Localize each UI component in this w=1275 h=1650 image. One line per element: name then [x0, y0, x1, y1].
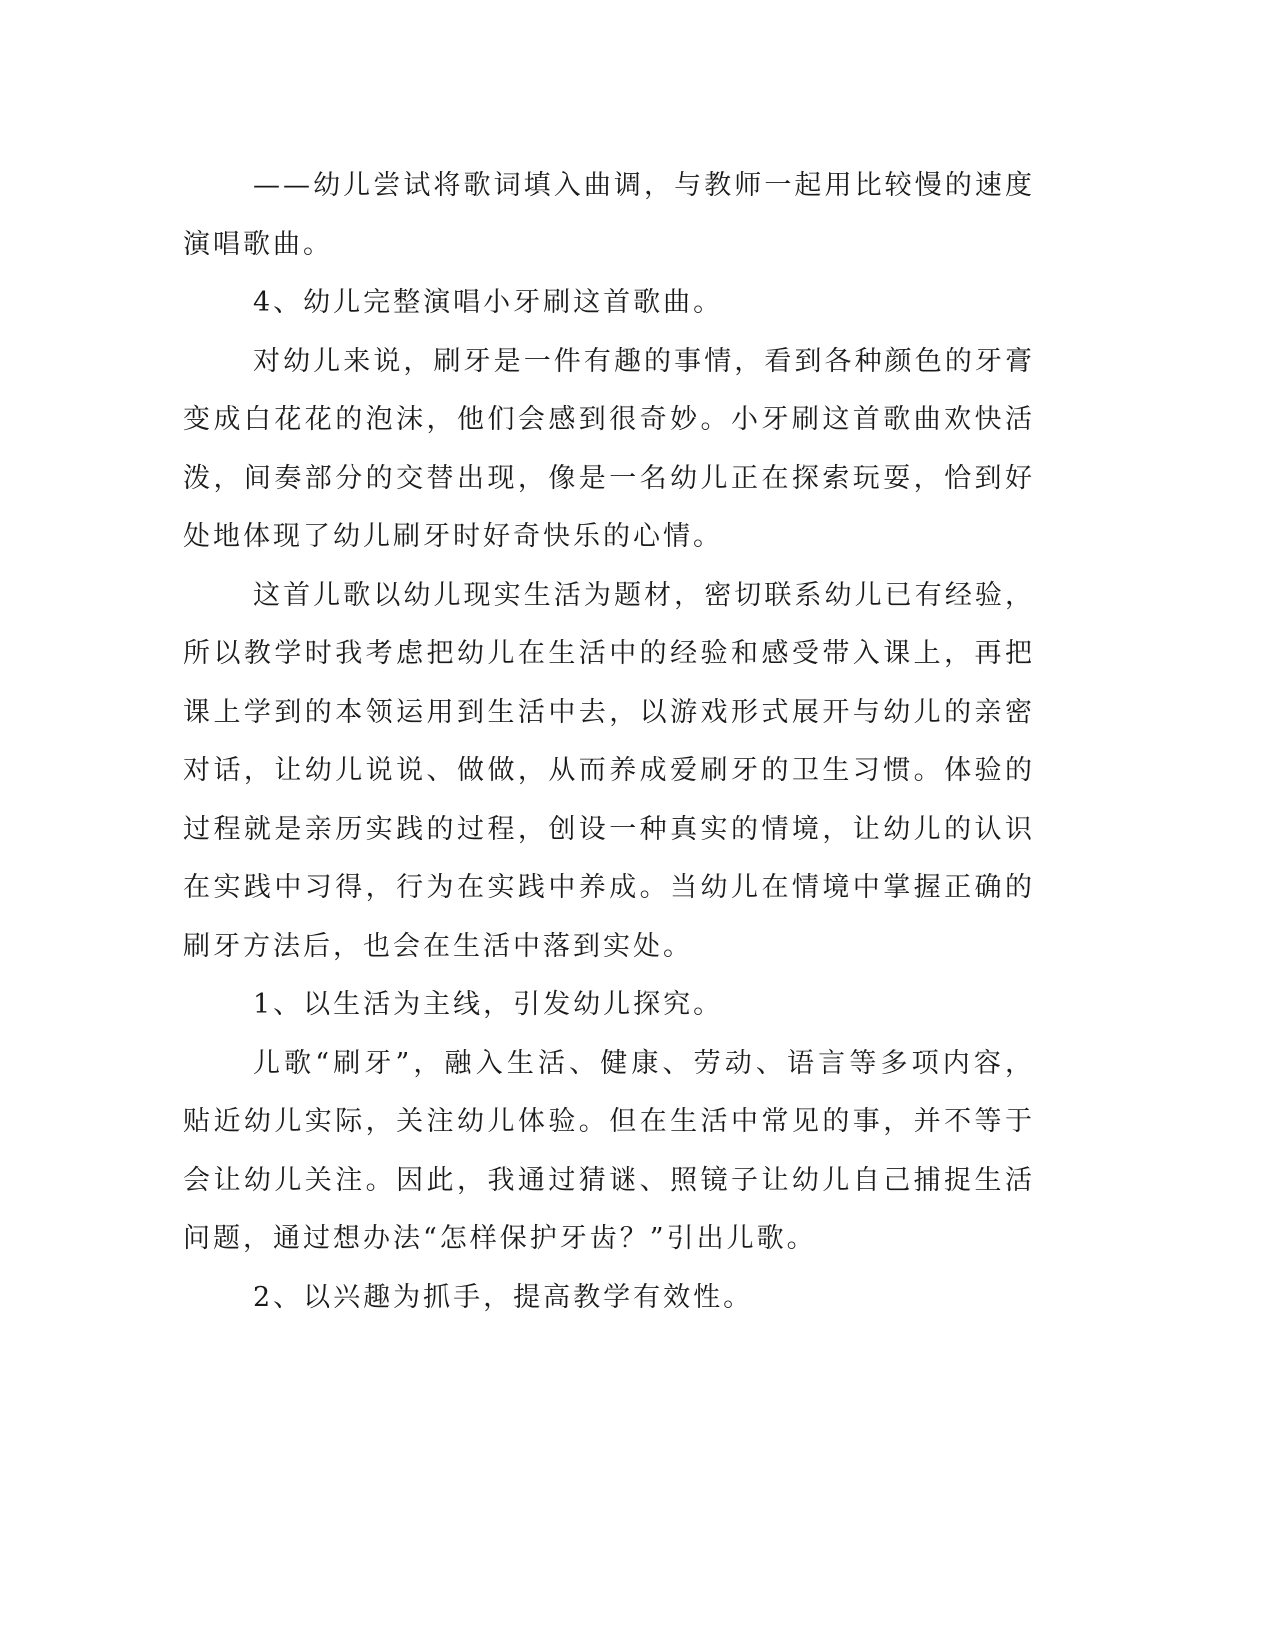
paragraph-lyrics-practice: ——幼儿尝试将歌词填入曲调，与教师一起用比较慢的速度演唱歌曲。 [183, 170, 1035, 260]
paragraph-point-1-detail: 儿歌“刷牙”，融入生活、健康、劳动、语言等多项内容，贴近幼儿实际，关注幼儿体验。但在生活中常见的事，并不等于会让幼儿关注。因此，我通过猜谜、照镜子让幼儿自己捕捉生活问题，通过想办法“怎样保护牙齿？”引出儿歌。 [183, 1047, 1035, 1254]
paragraph-step-4: 4、幼儿完整演唱小牙刷这首歌曲。 [253, 287, 724, 318]
paragraph-teaching-design: 这首儿歌以幼儿现实生活为题材，密切联系幼儿已有经验，所以教学时我考虑把幼儿在生活中的经验和感受带入课上，再把课上学到的本领运用到生活中去，以游戏形式展开与幼儿的亲密对话，让幼儿说说、做做，从而养成爱刷牙的卫生习惯。体验的过程就是亲历实践的过程，创设一种真实的情境，让幼儿的认识在实践中习得，行为在实践中养成。当幼儿在情境中掌握正确的刷牙方法后，也会在生活中落到实处。 [183, 579, 1035, 962]
document-body [183, 157, 1035, 1327]
paragraph-song-analysis: 对幼儿来说，刷牙是一件有趣的事情，看到各种颜色的牙膏变成白花花的泡沫，他们会感到很奇妙。小牙刷这首歌曲欢快活泼，间奏部分的交替出现，像是一名幼儿正在探索玩耍，恰到好处地体现了幼儿刷牙时好奇快乐的心情。 [183, 345, 1035, 552]
paragraph-point-2: 2、以兴趣为抓手，提高教学有效性。 [253, 1281, 754, 1313]
paragraph-point-1: 1、以生活为主线，引发幼儿探究。 [253, 989, 724, 1020]
